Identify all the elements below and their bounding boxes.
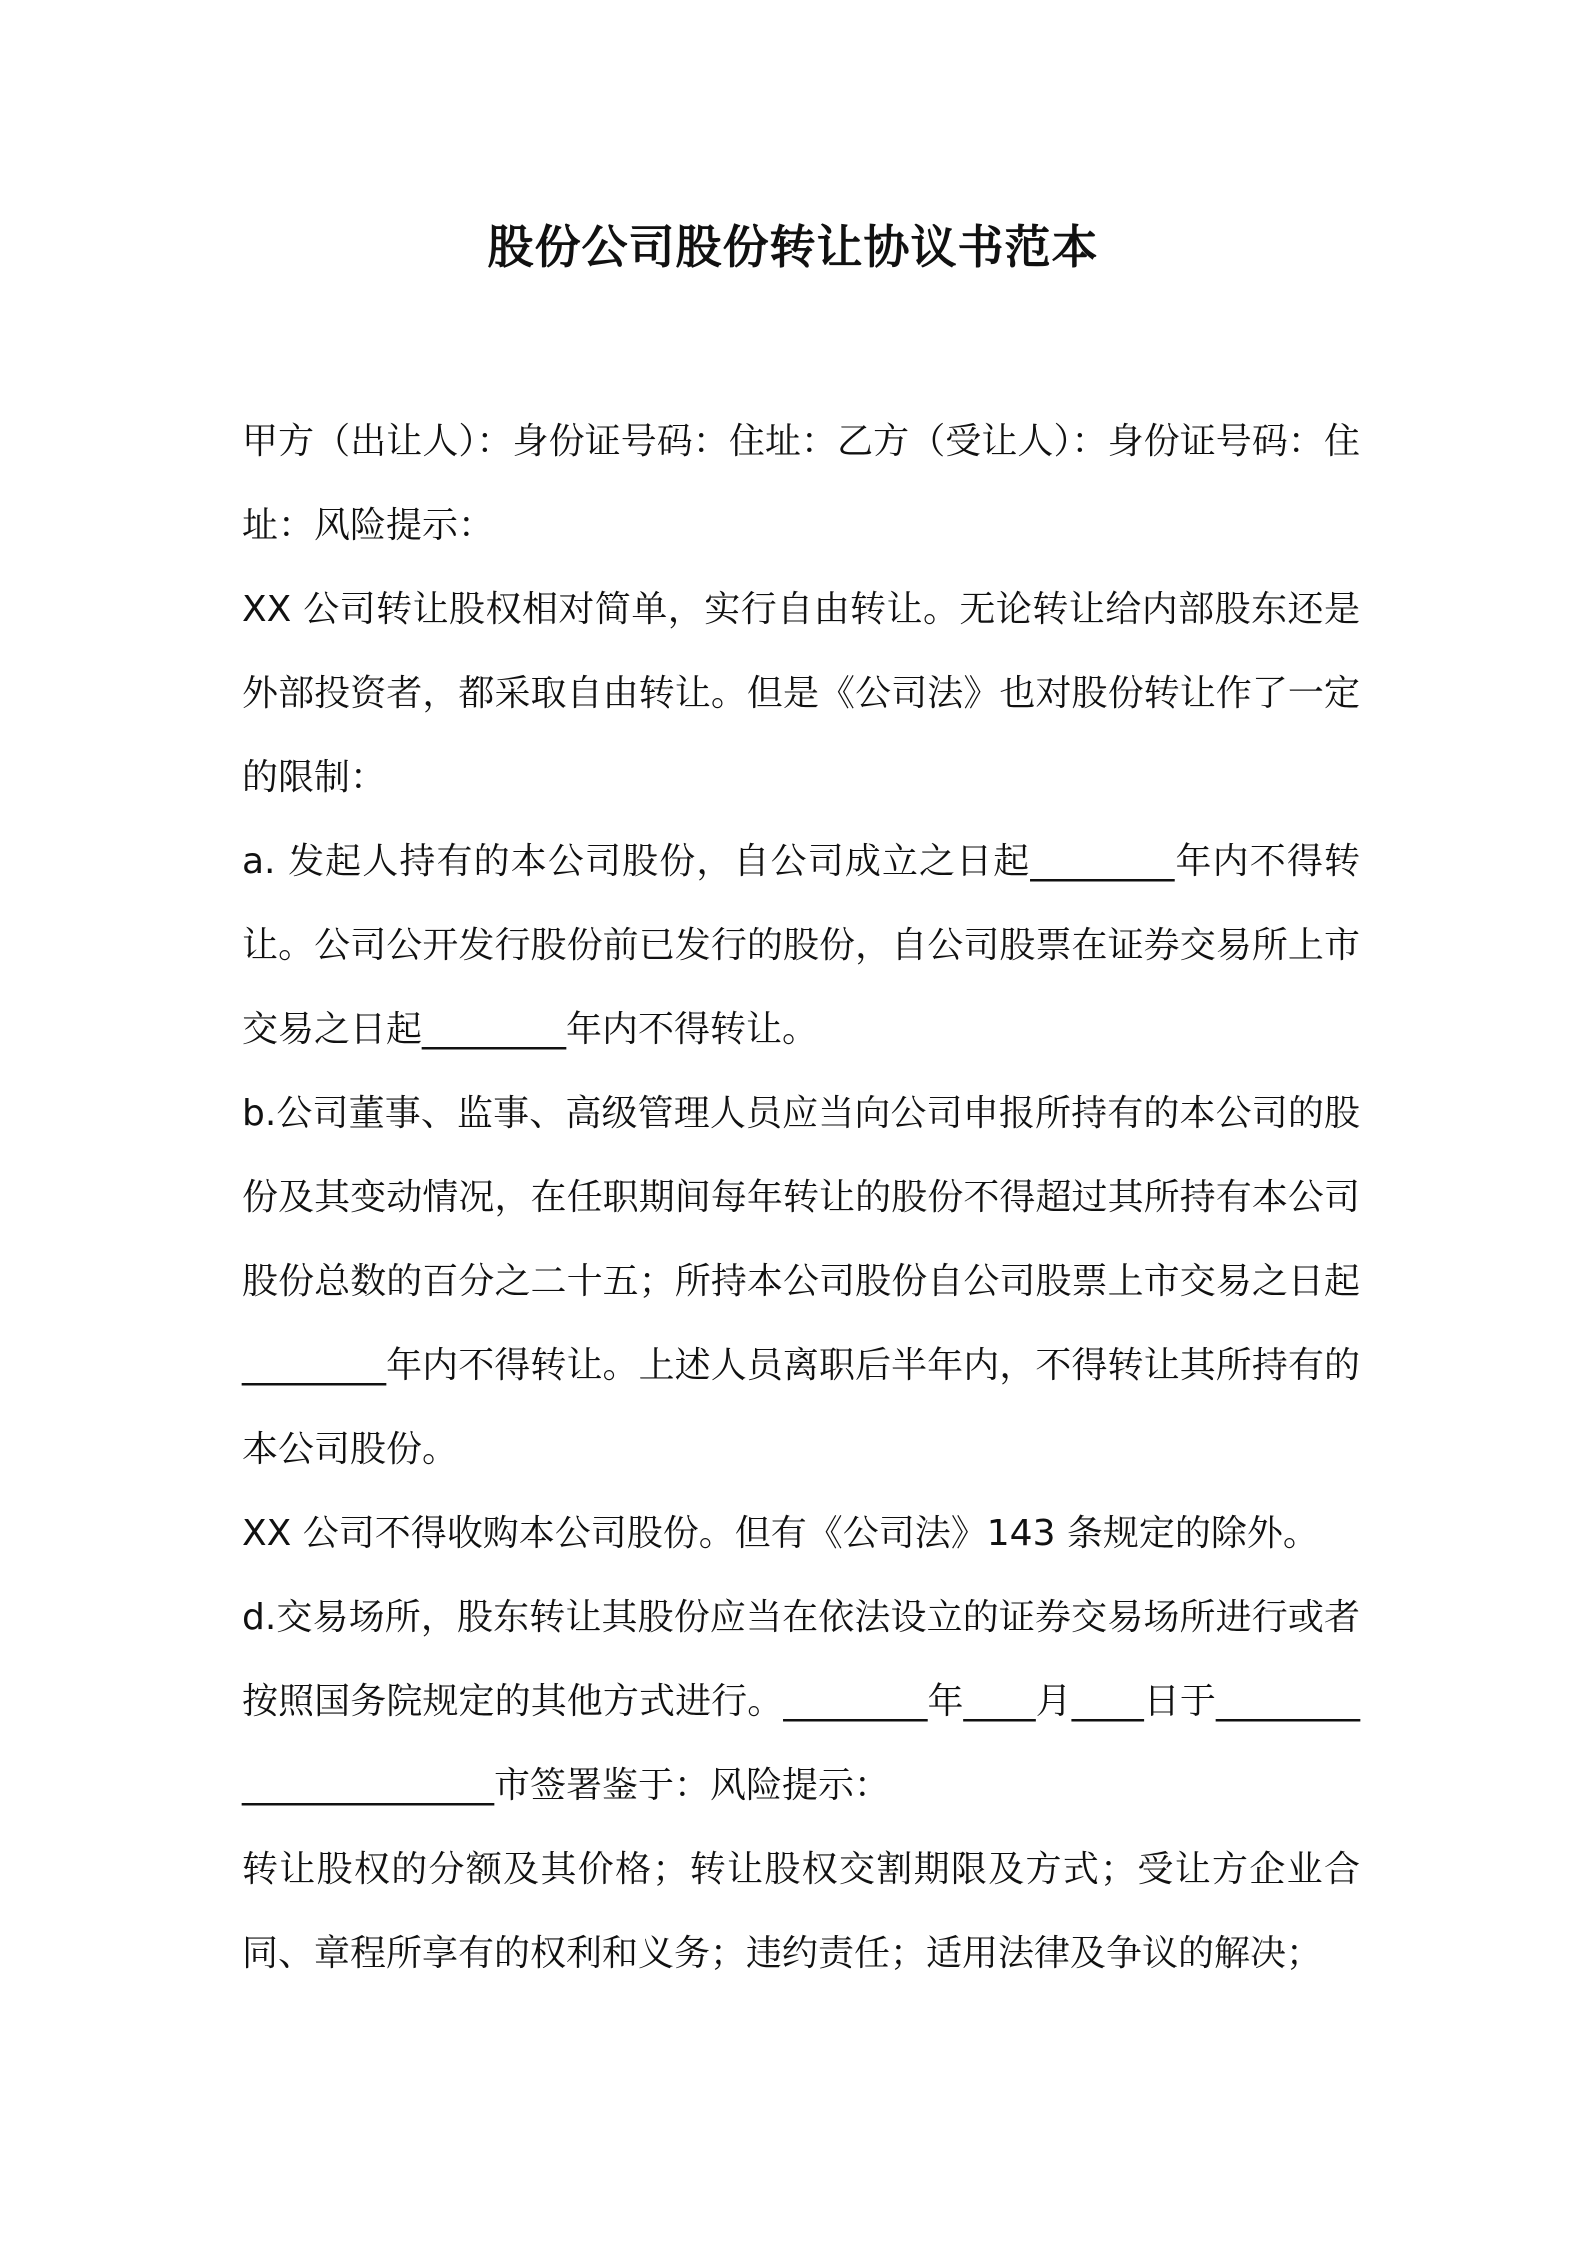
paragraph-parties: 甲方（出让人）：身份证号码：住址：乙方（受让人）：身份证号码：住址：风险提示： [242,421,1360,546]
paragraph-restriction-b: b.公司董事、监事、高级管理人员应当向公司申报所持有的本公司的股份及其变动情况，在任职期间每年转让的股份不得超过其所持有本公司股份总数的百分之二十五；所持本公司股份自公司股票上市交易之日起________年内不得转让。上述人员离职后半年内，不得转让其所持有的本公司股份。 [242,1093,1360,1470]
document-body [242,400,1360,1996]
paragraph-transfer-terms: 转让股权的分额及其价格；转让股权交割期限及方式；受让方企业合同、章程所享有的权利和义务；违约责任；适用法律及争议的解决； [242,1849,1360,1974]
paragraph-free-transfer: XX 公司转让股权相对简单，实行自由转让。无论转让给内部股东还是外部投资者，都采取自由转让。但是《公司法》也对股份转让作了一定的限制： [242,589,1360,798]
document-title: 股份公司股份转让协议书范本 [487,220,1099,274]
paragraph-restriction-a: a. 发起人持有的本公司股份，自公司成立之日起________年内不得转让。公司公开发行股份前已发行的股份，自公司股票在证券交易所上市交易之日起________年内不得转让。 [242,841,1360,1050]
paragraph-trading-venue: d.交易场所，股东转让其股份应当在依法设立的证券交易场所进行或者按照国务院规定的其他方式进行。________年____月____日于______________________市签署鉴于：风险提示： [242,1597,1360,1806]
paragraph-no-repurchase: XX 公司不得收购本公司股份。但有《公司法》143 条规定的除外。 [242,1513,1319,1554]
